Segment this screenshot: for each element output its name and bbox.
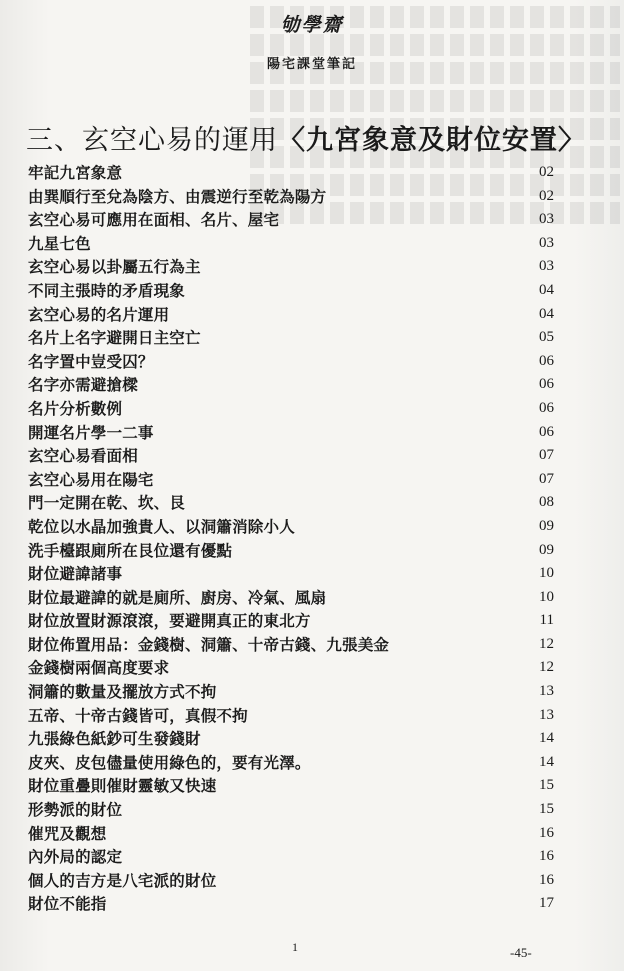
toc-entry-title: 五帝、十帝古錢皆可，真假不拘 — [28, 705, 248, 725]
toc-entry-page: 03 — [539, 258, 554, 275]
toc-entry-title: 牢記九宮象意 — [28, 163, 123, 182]
toc-entry — [28, 515, 554, 539]
toc-entry — [28, 279, 554, 303]
toc-entry-title: 不同主張時的矛盾現象 — [28, 280, 186, 300]
toc-entry-page: 07 — [539, 447, 554, 464]
toc-entry — [28, 845, 554, 869]
toc-entry-title: 玄空心易以卦屬五行為主 — [28, 257, 201, 277]
publisher-logo: 劬學齋 — [280, 14, 344, 36]
table-of-contents — [28, 161, 554, 916]
toc-entry-title: 財位不能指 — [28, 894, 107, 914]
toc-entry — [28, 468, 554, 492]
toc-entry-title: 名片分析數例 — [28, 398, 123, 418]
toc-entry — [28, 350, 554, 374]
toc-entry-page: 05 — [539, 329, 554, 346]
toc-entry — [28, 539, 554, 563]
toc-entry — [28, 232, 554, 256]
toc-entry-title: 洞簫的數量及擺放方式不拘 — [28, 682, 217, 702]
toc-entry — [28, 421, 554, 445]
chapter-title-prefix: 三、玄空心易的運用 — [26, 125, 278, 156]
running-header: 陽宅課堂筆記 — [266, 57, 357, 72]
toc-entry-title: 名片上名字避開日主空亡 — [28, 328, 201, 348]
toc-entry-page: 12 — [539, 635, 554, 652]
toc-entry-title: 玄空心易看面相 — [28, 446, 138, 466]
page-number: -45- — [510, 945, 532, 960]
toc-entry — [28, 255, 554, 279]
toc-entry-title: 門一定開在乾、坎、艮 — [28, 493, 186, 513]
toc-entry — [28, 491, 554, 515]
toc-entry-title: 財位佈置用品：金錢樹、洞簫、十帝古錢、九張美金 — [28, 634, 390, 654]
toc-entry-page: 16 — [539, 848, 554, 865]
toc-entry-page: 09 — [539, 541, 554, 558]
toc-entry-page: 16 — [539, 824, 554, 841]
toc-entry-page: 17 — [539, 895, 554, 912]
footer-number: 1 — [292, 940, 298, 954]
toc-entry-page: 11 — [539, 612, 554, 629]
toc-entry-title: 金錢樹兩個高度要求 — [28, 658, 170, 678]
toc-entry-page: 06 — [539, 376, 554, 393]
toc-entry-title: 由巽順行至兌為陰方、由震逆行至乾為陽方 — [28, 186, 327, 206]
chapter-title-main: 〈九宮象意及財位安置〉 — [278, 125, 586, 156]
toc-entry-page: 06 — [539, 352, 554, 369]
toc-entry-title: 名字置中豈受囚？ — [28, 351, 154, 371]
toc-entry-title: 內外局的認定 — [28, 847, 123, 867]
toc-entry-title: 皮夾、皮包儘量使用綠色的，要有光澤。 — [28, 752, 311, 772]
toc-entry-page: 09 — [539, 517, 554, 534]
toc-entry-page: 02 — [539, 187, 554, 204]
toc-entry — [28, 727, 554, 751]
toc-entry — [28, 373, 554, 397]
toc-entry — [28, 869, 554, 893]
toc-entry — [28, 798, 554, 822]
toc-entry-page: 16 — [539, 871, 554, 888]
toc-entry — [28, 680, 554, 704]
toc-entry-page: 03 — [539, 211, 554, 228]
toc-entry-page: 06 — [539, 399, 554, 416]
toc-entry-title: 洗手檯跟廁所在艮位還有優點 — [28, 540, 233, 560]
toc-entry-title: 財位重疊則催財靈敏又快速 — [28, 776, 217, 796]
toc-entry — [28, 822, 554, 846]
toc-entry — [28, 161, 554, 185]
toc-entry-page: 08 — [539, 494, 554, 511]
toc-entry-page: 14 — [539, 753, 554, 770]
chapter-title — [26, 118, 616, 157]
toc-entry-page: 13 — [539, 683, 554, 700]
toc-entry-title: 財位最避諱的就是廁所、廚房、冷氣、風扇 — [28, 587, 327, 607]
toc-entry — [28, 303, 554, 327]
toc-entry-page: 04 — [539, 305, 554, 322]
toc-entry-page: 04 — [539, 281, 554, 298]
toc-entry-title: 玄空心易可應用在面相、名片、屋宅 — [28, 210, 280, 230]
toc-entry-title: 玄空心易用在陽宅 — [28, 469, 154, 489]
toc-entry — [28, 892, 554, 916]
toc-entry-page: 03 — [539, 234, 554, 251]
toc-entry-page: 15 — [539, 801, 554, 818]
toc-entry — [28, 185, 554, 209]
toc-entry — [28, 751, 554, 775]
toc-entry-page: 10 — [539, 588, 554, 605]
toc-entry — [28, 656, 554, 680]
toc-entry — [28, 586, 554, 610]
toc-entry — [28, 208, 554, 232]
toc-entry-title: 催咒及觀想 — [28, 823, 107, 843]
toc-entry — [28, 562, 554, 586]
toc-entry-page: 02 — [539, 164, 554, 180]
toc-entry-page: 13 — [539, 706, 554, 723]
toc-entry-title: 玄空心易的名片運用 — [28, 304, 170, 324]
toc-entry — [28, 397, 554, 421]
toc-entry-title: 財位避諱諸事 — [28, 564, 123, 584]
toc-entry-title: 九星七色 — [28, 233, 91, 253]
toc-entry-title: 形勢派的財位 — [28, 800, 123, 820]
toc-entry-page: 15 — [539, 777, 554, 794]
toc-entry-title: 個人的吉方是八宅派的財位 — [28, 870, 217, 890]
toc-entry-page: 10 — [539, 565, 554, 582]
toc-entry-title: 財位放置財源滾滾，要避開真正的東北方 — [28, 611, 311, 631]
toc-entry-page: 07 — [539, 470, 554, 487]
toc-entry-page: 12 — [539, 659, 554, 676]
toc-entry-title: 乾位以水晶加強貴人、以洞簫消除小人 — [28, 516, 295, 536]
toc-entry — [28, 704, 554, 728]
toc-entry — [28, 774, 554, 798]
toc-entry-page: 14 — [539, 730, 554, 747]
toc-entry-title: 九張綠色紙鈔可生發錢財 — [28, 729, 201, 749]
toc-entry — [28, 444, 554, 468]
toc-entry-title: 名字亦需避搶樑 — [28, 375, 138, 395]
toc-entry-page: 06 — [539, 423, 554, 440]
toc-entry — [28, 609, 554, 633]
toc-entry — [28, 633, 554, 657]
toc-entry — [28, 326, 554, 350]
toc-entry-title: 開運名片學一二事 — [28, 422, 154, 442]
